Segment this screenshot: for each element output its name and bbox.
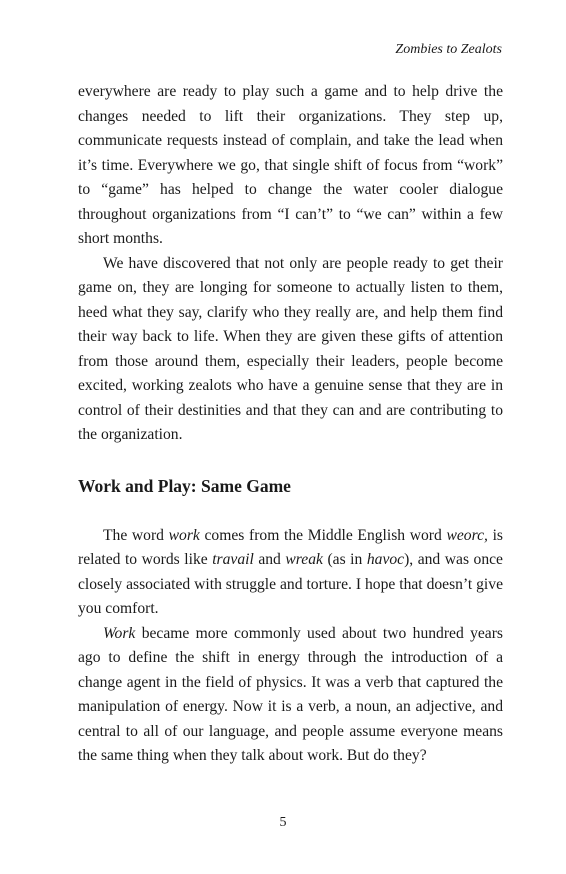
emphasis-term: weorc, <box>446 526 488 544</box>
paragraph-continued: everywhere are ready to play such a game and to help drive the changes needed to lift their organizations. They step up, communicate requests instead of complain, and take the lead when it’s time. Everywhere we go, that single shift of focus from “work” to “game” has helped to change the water cooler dialogue throughout organizations from “I can’t” to “we can” within a few short months. <box>78 83 503 247</box>
page-number: 5 <box>279 815 287 830</box>
emphasis-term: Work <box>103 624 136 642</box>
page-body <box>78 80 503 769</box>
emphasis-term: havoc <box>366 551 405 568</box>
emphasis-term: travail <box>212 551 254 568</box>
paragraph: The word work comes from the Middle English word weorc, is related to words like travail and wreak (as in havoc), and was once closely associated with struggle and torture. I hope that doesn’t give you comfort. <box>78 526 503 617</box>
emphasis-term: work <box>168 526 200 544</box>
paragraph: Work became more commonly used about two hundred years ago to define the shift in energy through the introduction of a change agent in the field of physics. It was a verb that captured the manipulation of energy. Now it is a verb, a noun, an adjective, and central to all of our language, and people assume everyone means the same thing when they talk about work. But do they? <box>78 624 503 764</box>
running-head-title: Zombies to Zealots <box>395 42 502 57</box>
emphasis-term: wreak <box>285 551 323 568</box>
paragraph: We have discovered that not only are people ready to get their game on, they are longing for someone to actually listen to them, heed what they say, clarify who they really are, and help them find their way back to life. When they are given these gifts of attention from those around them, especially their leaders, people become excited, working zealots who have a genuine sense that they are in control of their destinities and that they can and are contributing to the organization. <box>78 254 503 443</box>
section-heading: Work and Play: Same Game <box>78 475 291 496</box>
